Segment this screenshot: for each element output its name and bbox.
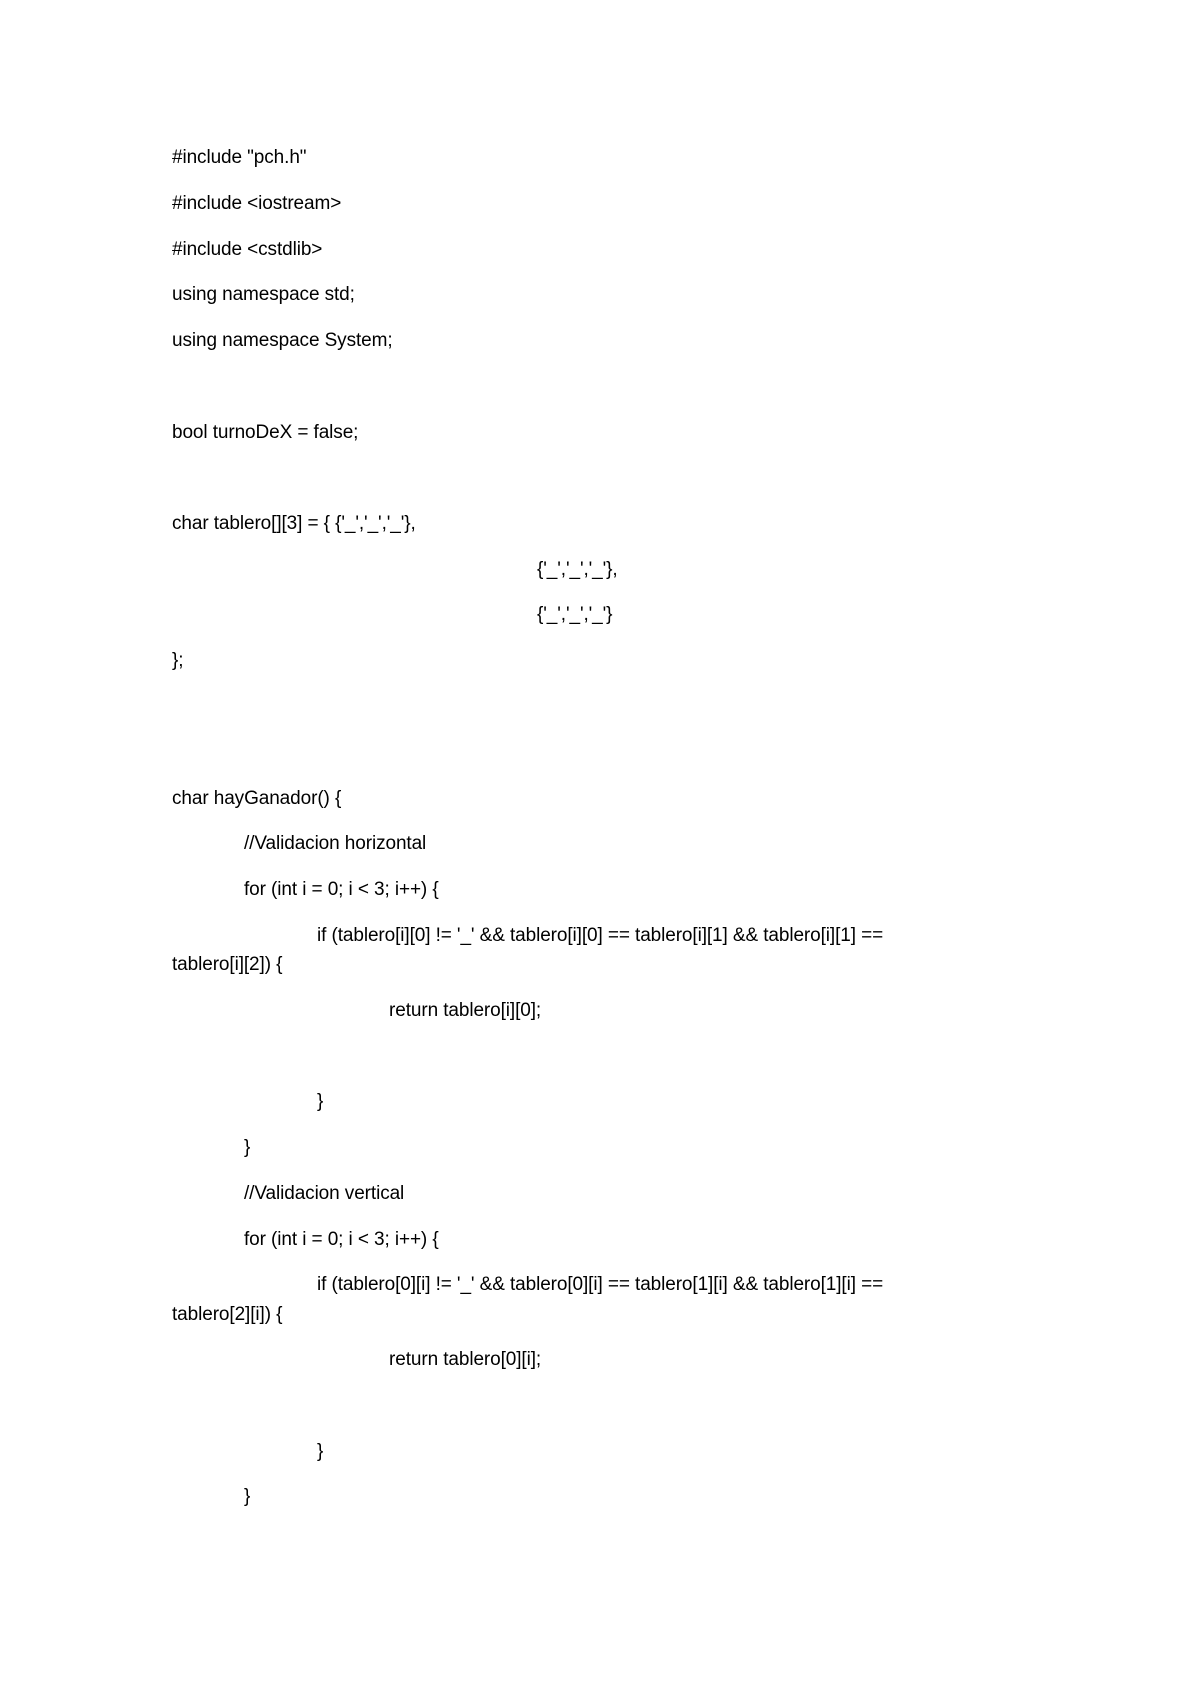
code-line: #include "pch.h" <box>172 147 307 168</box>
code-line: return tablero[i][0]; <box>389 1000 542 1021</box>
code-line: tablero[2][i]) { <box>172 1304 283 1325</box>
code-line: } <box>244 1137 251 1158</box>
code-line: bool turnoDeX = false; <box>172 422 359 443</box>
code-line: //Validacion vertical <box>244 1183 405 1204</box>
code-line: tablero[i][2]) { <box>172 954 283 975</box>
code-line: using namespace std; <box>172 284 355 305</box>
code-line: for (int i = 0; i < 3; i++) { <box>244 1229 439 1250</box>
code-line: if (tablero[0][i] != '_' && tablero[0][i] == tablero[1][i] && tablero[1][i] == <box>317 1274 884 1295</box>
code-line: char hayGanador() { <box>172 788 342 809</box>
code-line: } <box>244 1486 251 1507</box>
code-line: //Validacion horizontal <box>244 833 427 854</box>
code-line: #include <cstdlib> <box>172 239 323 260</box>
code-line: }; <box>172 650 184 671</box>
code-line: char tablero[][3] = { {'_','_','_'}, <box>172 513 416 534</box>
code-line: return tablero[0][i]; <box>389 1349 542 1370</box>
code-line: if (tablero[i][0] != '_' && tablero[i][0] == tablero[i][1] && tablero[i][1] == <box>317 925 884 946</box>
code-line: } <box>317 1091 324 1112</box>
code-line: {'_','_','_'} <box>537 604 613 625</box>
code-line: using namespace System; <box>172 330 393 351</box>
code-line: #include <iostream> <box>172 193 342 214</box>
code-line: {'_','_','_'}, <box>537 559 618 580</box>
code-line: } <box>317 1441 324 1462</box>
code-line: for (int i = 0; i < 3; i++) { <box>244 879 439 900</box>
